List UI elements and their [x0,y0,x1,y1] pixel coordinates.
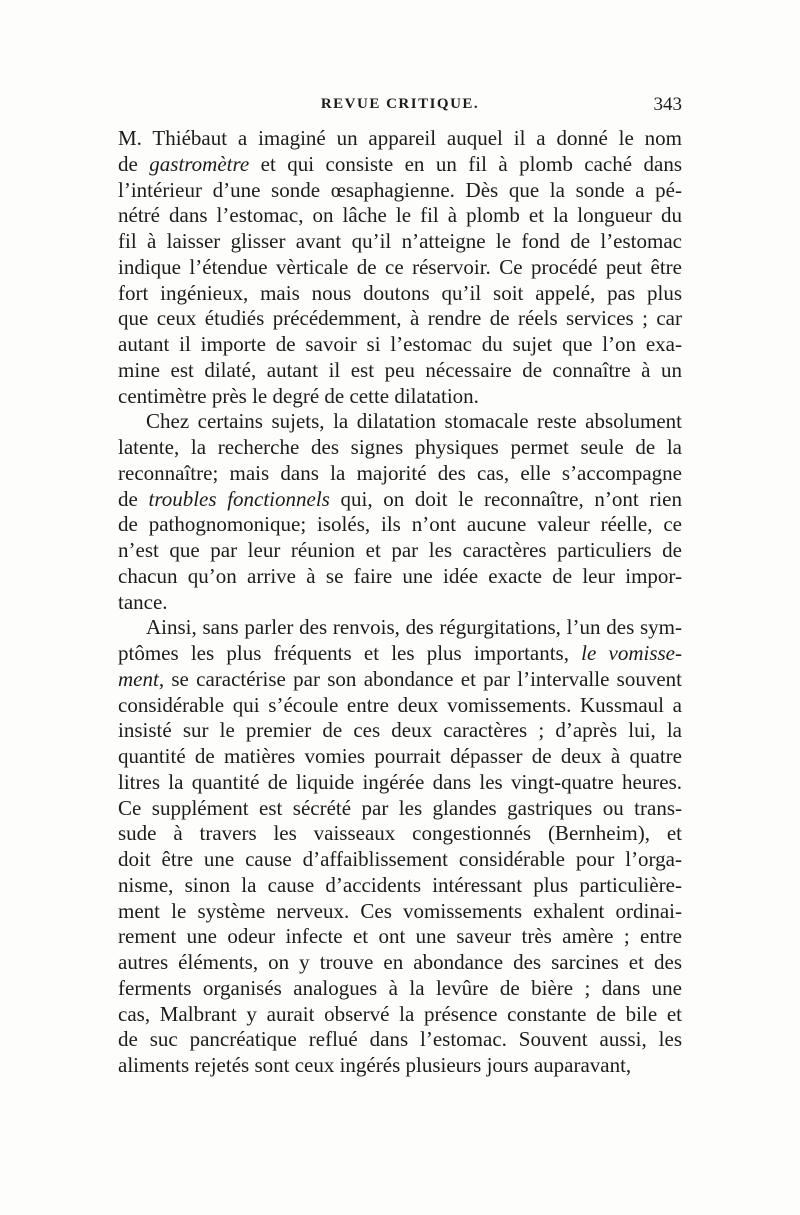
text-run: Ainsi, sans parler des renvois, des régurgitations, l’un des sym- [146,615,682,640]
text-line [118,744,682,770]
text-line [118,770,682,796]
text-run: et qui consiste en un fil à plomb caché dans [249,151,682,176]
text-run: que ceux étudiés précédemment, à rendre de réels services ; car [118,306,682,331]
text-line [118,950,682,976]
text-run: Chez certains sujets, la dilatation stomacale reste absolument [146,409,682,434]
text-run: M. Thiébaut a imaginé un appareil auquel il a donné le nom [118,126,682,150]
text-run: fil à laisser glisser avant qu’il n’atteigne le fond de l’estomac [118,229,682,253]
text-line [118,358,682,384]
text-line [118,590,682,616]
text-line [118,718,682,744]
text-run: sude à travers les vaisseaux congestionnés (Bernheim), et [118,821,682,846]
text-line [118,667,682,693]
text-line [118,255,682,281]
paragraph [118,615,682,1079]
text-run: de [118,151,150,176]
text-run: autres éléments, on y trouve en abondance des sarcines et des [118,950,682,974]
text-run: de suc pancréatique reflué dans l’estomac. Souvent aussi, les [118,1027,682,1052]
text-run: latente, la recherche des signes physiques permet seule de la [118,435,682,459]
text-run: se caractérise par son abondance et par l’intervalle souvent [164,666,682,691]
text-run: Ce supplément est sécrété par les glandes gastriques ou trans- [118,795,682,820]
running-head: REVUE CRITIQUE. [320,96,480,112]
text-line [118,796,682,822]
text-line [118,641,682,667]
text-run: insisté sur le premier de ces deux caractères ; d’après lui, la [118,718,682,743]
text-line [118,203,682,229]
text-line [118,487,682,513]
text-line [118,306,682,332]
text-run: doit être une cause d’affaiblissement considérable pour l’orga- [118,847,682,871]
text-line [118,178,682,204]
body-text [118,126,682,1079]
text-line [118,229,682,255]
text-line [118,976,682,1002]
text-run: de pathognomonique; isolés, ils n’ont aucune valeur réelle, ce [118,512,682,537]
text-run: aliments rejetés sont ceux ingérés plusieurs jours auparavant, [118,1053,632,1077]
text-run: nisme, sinon la cause d’accidents intéressant plus particulière- [118,872,682,897]
text-run: l’intérieur d’une sonde œsaphagienne. Dès que la sonde a pé- [118,177,682,202]
text-run: ferments organisés analogues à la levûre de bière ; dans une [118,975,682,1000]
text-line [118,332,682,358]
text-run: de [118,486,149,511]
text-run: fort ingénieux, mais nous doutons qu’il soit appelé, pas plus [118,280,682,305]
italic-text: ment, [118,666,165,691]
text-run: centimètre près le degré de cette dilatation. [118,383,479,408]
text-line [118,847,682,873]
text-run: chacun qu’on arrive à se faire une idée exacte de leur impor- [118,563,682,588]
text-line [118,281,682,307]
text-line [118,564,682,590]
text-line [118,873,682,899]
text-line [118,409,682,435]
text-line [118,152,682,178]
text-line [118,821,682,847]
text-run: n’est que par leur réunion et par les caractères particuliers de [118,538,682,562]
text-run: rement une odeur infecte et ont une saveur très amère ; entre [118,924,682,949]
text-line [118,1027,682,1053]
text-line [118,1053,682,1079]
text-run: considérable qui s’écoule entre deux vomissements. Kussmaul a [118,692,682,717]
text-run: cas, Malbrant y aurait observé la présence constante de bile et [118,1001,682,1026]
text-run: reconnaître; mais dans la majorité des cas, elle s’accompagne [118,460,682,485]
text-line [118,1002,682,1028]
text-line [118,435,682,461]
italic-text: troubles fonctionnels [148,486,330,511]
text-line [118,615,682,641]
text-line [118,924,682,950]
text-line [118,384,682,410]
text-run: mine est dilaté, autant il est peu nécessaire de connaître à un [118,357,682,382]
text-run: nétré dans l’estomac, on lâche le fil à plomb et la longueur du [118,203,682,228]
text-run: quantité de matières vomies pourrait dépasser de deux à quatre [118,744,682,768]
text-run: tance. [118,589,168,614]
text-line [118,512,682,538]
text-run: qui, on doit le reconnaître, n’ont rien [329,486,683,511]
italic-text: le vomisse- [581,641,682,665]
paragraph [118,126,682,409]
text-line [118,538,682,564]
paragraph [118,409,682,615]
text-run: ptômes les plus fréquents et les plus importants, [118,641,582,665]
text-line [118,899,682,925]
italic-text: gastromètre [149,151,250,176]
text-run: ment le système nerveux. Ces vomissements exhalent ordinai- [118,898,682,923]
text-run: indique l’étendue vèrticale de ce réservoir. Ce procédé peut être [118,254,682,279]
text-run: autant il importe de savoir si l’estomac du sujet que l’on exa- [118,332,682,356]
text-run: litres la quantité de liquide ingérée dans les vingt-quatre heures. [118,769,682,794]
text-line [118,126,682,152]
page-header [118,96,682,126]
text-line [118,693,682,719]
page-number: 343 [653,94,682,115]
text-line [118,461,682,487]
